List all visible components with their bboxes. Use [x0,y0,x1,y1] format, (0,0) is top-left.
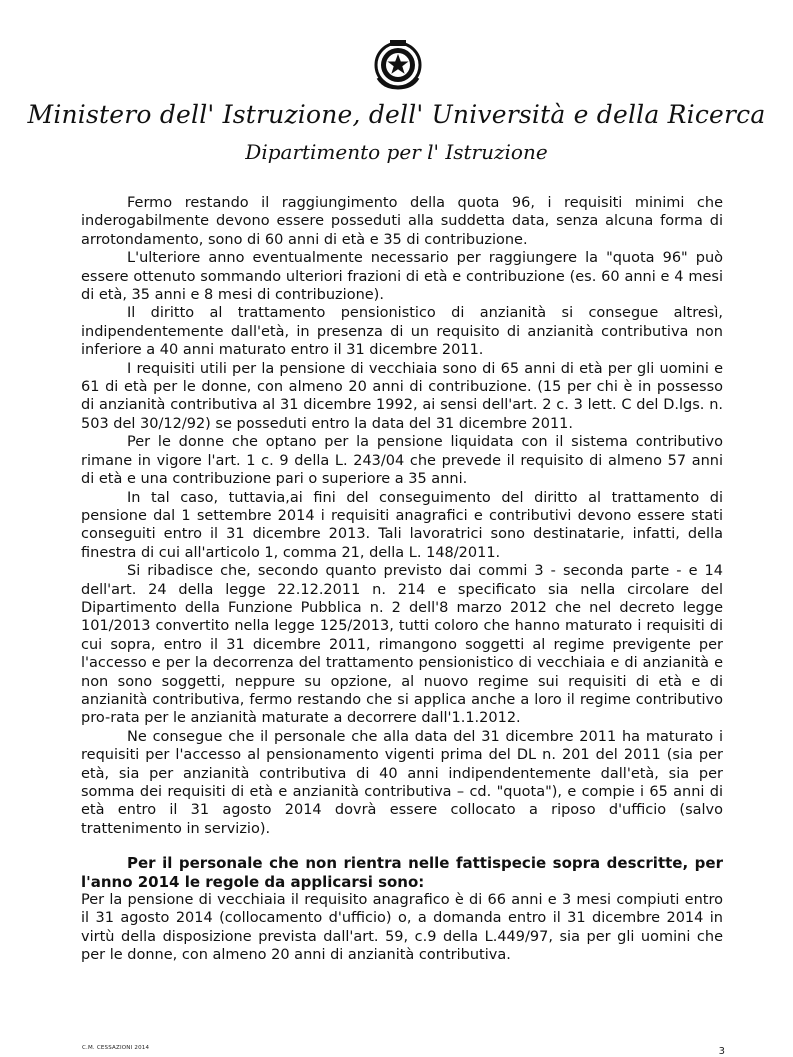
paragraph: I requisiti utili per la pensione di vecchiaia sono di 65 anni di età per gli uomini e 61 di età per le donne, con almeno 20 anni di contribuzione. (15 per chi è in possesso di anzianità contributiva al 31 dicembre 1992, ai sensi dell'art. 2 c. 3 lett. C del D.lgs. n. 503 del 30/12/92) se posseduti entro la data del 31 dicembre 2011. [81,360,723,432]
paragraph: Ne consegue che il personale che alla data del 31 dicembre 2011 ha maturato i requisiti per l'accesso al pensionamento vigenti prima del DL n. 201 del 2011 (sia per età, sia per anzianità contributiva di 40 anni indipendentemente dall'età, sia per somma dei requisiti di età e anzianità contributiva – cd. "quota"), e compie i 65 anni di età entro il 31 agosto 2014 dovrà essere collocato a riposo d'ufficio (salvo trattenimento in servizio). [81,728,723,837]
republic-emblem-icon [372,38,424,90]
footer-label: C.M. CESSAZIONI 2014 [82,1045,150,1051]
ministry-title: Ministero dell' Istruzione, dell' Università e della Ricerca [27,100,766,129]
page-number: 3 [718,1046,725,1057]
document-body [81,194,723,965]
section-heading: Per il personale che non rientra nelle fattispecie sopra descritte, per l'anno 2014 le regole da applicarsi sono: [81,854,723,891]
paragraph: In tal caso, tuttavia,ai fini del conseguimento del diritto al trattamento di pensione dal 1 settembre 2014 i requisiti anagrafici e contributivi devono essere stati conseguiti entro il 31 dicembre 2013. Tali lavoratrici sono destinatarie, infatti, della finestra di cui all'articolo 1, comma 21, della L. 148/2011. [81,489,723,561]
paragraph: Per le donne che optano per la pensione liquidata con il sistema contributivo rimane in vigore l'art. 1 c. 9 della L. 243/04 che prevede il requisito di almeno 57 anni di età e una contribuzione pari o superiore a 35 anni. [81,434,723,488]
paragraph: Il diritto al trattamento pensionistico di anzianità si consegue altresì, indipendentemente dall'età, in presenza di un requisito di anzianità contributiva non inferiore a 40 anni maturato entro il 31 dicembre 2011. [81,305,723,359]
paragraph: Per la pensione di vecchiaia il requisito anagrafico è di 66 anni e 3 mesi compiuti entro il 31 agosto 2014 (collocamento d'ufficio) o, a domanda entro il 31 dicembre 2014 in virtù della disposizione prevista dall'art. 59, c.9 della L.449/97, sia per gli uomini che per le donne, con almeno 20 anni di anzianità contributiva. [81,892,723,964]
paragraph: Si ribadisce che, secondo quanto previsto dai commi 3 - seconda parte - e 14 dell'art. 24 della legge 22.12.2011 n. 214 e specificato sia nella circolare del Dipartimento della Funzione Pubblica n. 2 dell'8 marzo 2012 che nel decreto legge 101/2013 convertito nella legge 125/2013, tutti coloro che hanno maturato i requisiti di cui sopra, entro il 31 dicembre 2011, rimangono soggetti al regime previgente per l'accesso e per la decorrenza del trattamento pensionistico di vecchiaia e di anzianità e non sono soggetti, neppure su opzione, al nuovo regime sui requisiti di età e di anzianità contributiva, fermo restando che si applica anche a loro il regime contributivo pro-rata per le anzianità maturate a decorrere dall'1.1.2012. [81,563,723,727]
paragraph: Fermo restando il raggiungimento della quota 96, i requisiti minimi che inderogabilmente devono essere posseduti alla suddetta data, senza alcuna forma di arrotondamento, sono di 60 anni di età e 35 di contribuzione. [81,195,723,248]
department-subtitle: Dipartimento per l' Istruzione [245,140,548,164]
paragraph: L'ulteriore anno eventualmente necessario per raggiungere la "quota 96" può essere ottenuto sommando ulteriori frazioni di età e contribuzione (es. 60 anni e 4 mesi di età, 35 anni e 8 mesi di contribuzione). [81,250,723,304]
